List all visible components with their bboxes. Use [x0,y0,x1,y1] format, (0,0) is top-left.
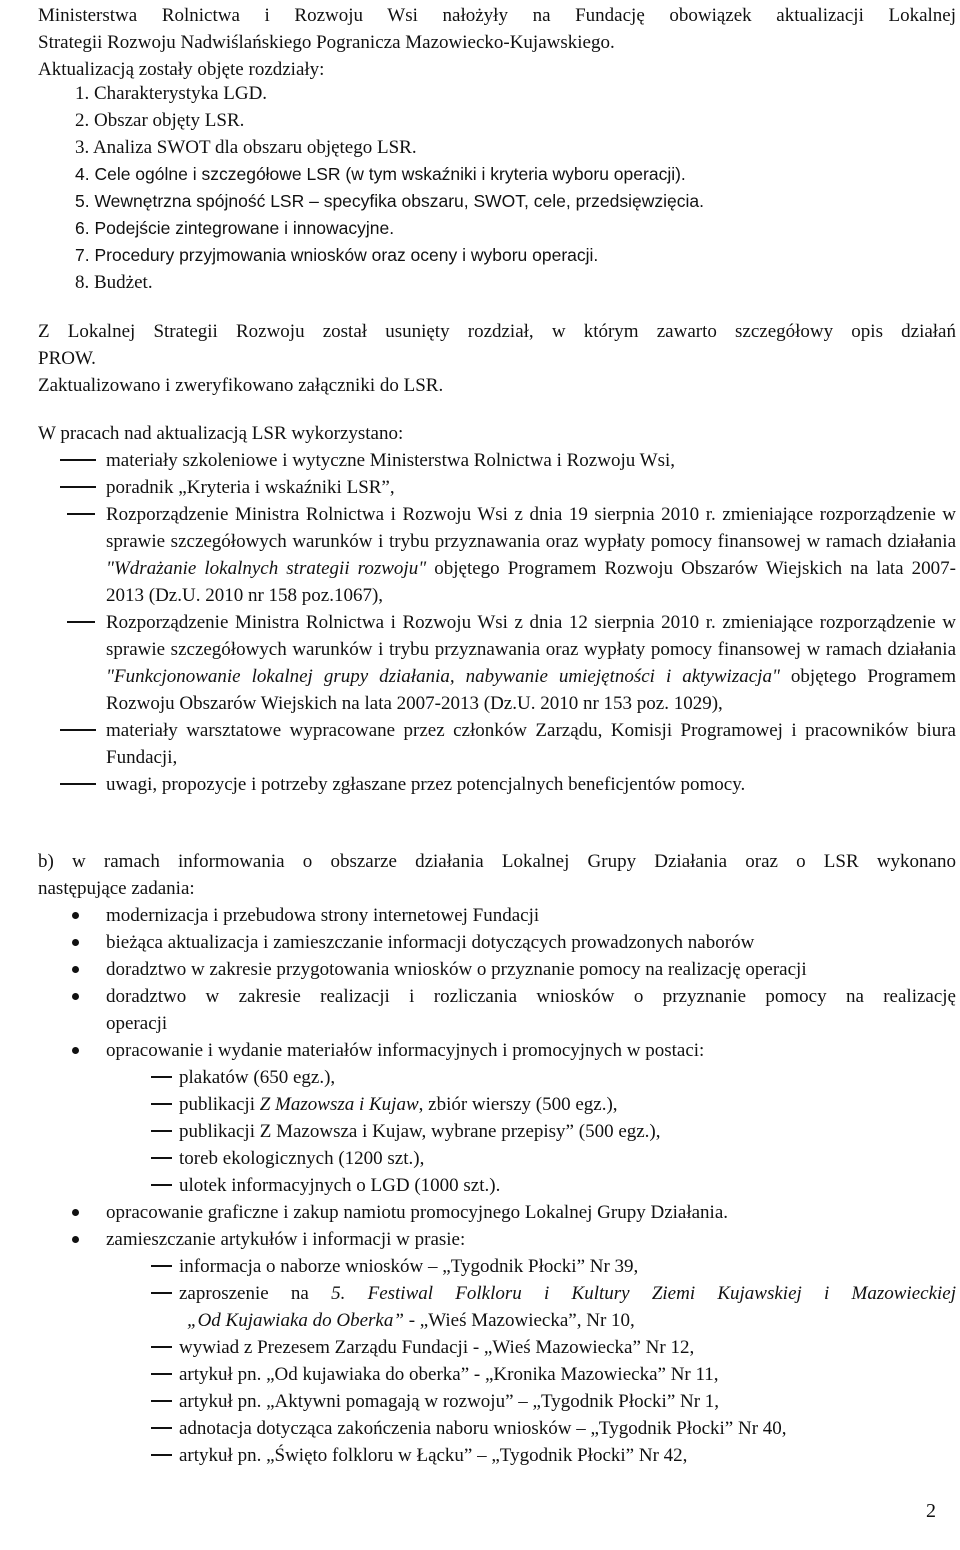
bullet-marker [72,1047,79,1054]
intro-line: Ministerstwa Rolnictwa i Rozwoju Wsi nałożyły na Fundację obowiązek aktualizacji Lokalnej [38,5,956,26]
bullet-marker [72,966,79,973]
dash-marker [67,513,95,515]
task-item: modernizacja i przebudowa strony internetowej Fundacji [38,902,956,929]
dash-marker [60,729,96,731]
page-number: 2 [926,1500,936,1522]
task-item: doradztwo w zakresie przygotowania wniosków o przyznanie pomocy na realizację operacji [38,956,956,983]
task-item: doradztwo w zakresie realizacji i rozliczania wniosków o przyznanie pomocy na realizację operacji [38,983,956,1037]
dash-marker [151,1076,172,1078]
dash-marker [151,1373,172,1375]
dash-marker [151,1346,172,1348]
chapter-item: 5. Wewnętrzna spójność LSR – specyfika obszaru, SWOT, cele, przedsięwzięcia. [75,191,704,211]
bullet-marker [72,1236,79,1243]
task-item: opracowanie i wydanie materiałów informacyjnych i promocyjnych w postaci: [38,1037,956,1064]
publication-item: publikacji Z Mazowsza i Kujaw, zbiór wierszy (500 egz.), [38,1091,956,1118]
removed-line: PROW. [38,348,96,369]
dash-marker [151,1265,172,1267]
press-item: wywiad z Prezesem Zarządu Fundacji - „Wieś Mazowiecka” Nr 12, [38,1334,956,1361]
press-item: zaproszenie na 5. Festiwal Folkloru i Kultury Ziemi Kujawskiej i Mazowieckiej „Od Kujawiaka do Oberka” - „Wieś Mazowiecka”, Nr 10, [38,1280,956,1334]
intro-line: Strategii Rozwoju Nadwiślańskiego Pogranicza Mazowiecko-Kujawskiego. [38,32,615,53]
chapter-item: 3. Analiza SWOT dla obszaru objętego LSR. [75,137,417,158]
dash-marker [151,1400,172,1402]
dash-marker [151,1130,172,1132]
task-item: opracowanie graficzne i zakup namiotu promocyjnego Lokalnej Grupy Działania. [38,1199,956,1226]
removed-paragraph [38,318,956,399]
press-item: artykuł pn. „Święto folkloru w Łącku” – „Tygodnik Płocki” Nr 42, [38,1442,956,1469]
chapter-item: 6. Podejście zintegrowane i innowacyjne. [75,218,395,238]
section-b-heading: następujące zadania: [38,878,195,899]
publication-item: plakatów (650 egz.), [38,1064,956,1091]
sources-item: poradnik „Kryteria i wskaźniki LSR”, [38,474,956,501]
sources-heading: W pracach nad aktualizacją LSR wykorzystano: [38,423,404,444]
sources-item: Rozporządzenie Ministra Rolnictwa i Rozwoju Wsi z dnia 19 sierpnia 2010 r. zmieniające rozporządzenie w sprawie szczegółowych warunków i trybu przyznawania oraz wypłaty pomocy finansowej w ramach działania "Wdrażanie lokalnych strategii rozwoju" objętego Programem Rozwoju Obszarów Wiejskich na lata 2007-2013 (Dz.U. 2010 nr 158 poz.1067), [38,501,956,609]
press-item: adnotacja dotycząca zakończenia naboru wniosków – „Tygodnik Płocki” Nr 40, [38,1415,956,1442]
dash-marker [67,621,95,623]
dash-marker [60,486,96,488]
chapter-item: 4. Cele ogólne i szczegółowe LSR (w tym wskaźniki i kryteria wyboru operacji). [75,164,686,184]
chapter-item: 7. Procedury przyjmowania wniosków oraz oceny i wyboru operacji. [75,245,599,265]
task-item: zamieszczanie artykułów i informacji w prasie: [38,1226,956,1253]
chapter-item: 1. Charakterystyka LGD. [75,83,268,104]
bullet-marker [72,912,79,919]
dash-marker [151,1292,172,1294]
section-b [38,848,956,1469]
chapter-item: 2. Obszar objęty LSR. [75,110,245,131]
sources-item: materiały szkoleniowe i wytyczne Ministerstwa Rolnictwa i Rozwoju Wsi, [38,447,956,474]
press-item: informacja o naborze wniosków – „Tygodnik Płocki” Nr 39, [38,1253,956,1280]
dash-marker [60,459,96,461]
task-item: bieżąca aktualizacja i zamieszczanie informacji dotyczących prowadzonych naborów [38,929,956,956]
publication-item: toreb ekologicznych (1200 szt.), [38,1145,956,1172]
dash-marker [60,783,96,785]
section-b-heading: b) w ramach informowania o obszarze działania Lokalnej Grupy Działania oraz o LSR wykonano [38,851,956,872]
bullet-marker [72,939,79,946]
bullet-marker [72,993,79,1000]
dash-marker [151,1184,172,1186]
sources-section [38,420,956,798]
publication-item: publikacji Z Mazowsza i Kujaw, wybrane przepisy” (500 egz.), [38,1118,956,1145]
sources-item: Rozporządzenie Ministra Rolnictwa i Rozwoju Wsi z dnia 12 sierpnia 2010 r. zmieniające rozporządzenie w sprawie szczegółowych warunków i trybu przyznawania oraz wypłaty pomocy finansowej w ramach działania "Funkcjonowanie lokalnej grupy działania, nabywanie umiejętności i aktywizacja" objętego Programem Rozwoju Obszarów Wiejskich na lata 2007-2013 (Dz.U. 2010 nr 153 poz. 1029), [38,609,956,717]
removed-line: Z Lokalnej Strategii Rozwoju został usunięty rozdział, w którym zawarto szczegółowy opis działań [38,321,956,342]
bullet-marker [72,1209,79,1216]
dash-marker [151,1103,172,1105]
sources-item: uwagi, propozycje i potrzeby zgłaszane przez potencjalnych beneficjentów pomocy. [38,771,956,798]
press-item: artykuł pn. „Aktywni pomagają w rozwoju” – „Tygodnik Płocki” Nr 1, [38,1388,956,1415]
chapter-item: 8. Budżet. [75,272,153,293]
removed-line: Zaktualizowano i zweryfikowano załączniki do LSR. [38,375,444,396]
dash-marker [151,1427,172,1429]
press-item: artykuł pn. „Od kujawiaka do oberka” - „Kronika Mazowiecka” Nr 11, [38,1361,956,1388]
intro-paragraph [38,2,956,83]
publication-item: ulotek informacyjnych o LGD (1000 szt.). [38,1172,956,1199]
dash-marker [151,1157,172,1159]
intro-line: Aktualizacją zostały objęte rozdziały: [38,59,325,80]
sources-item: materiały warsztatowe wypracowane przez członków Zarządu, Komisji Programowej i pracowników biura Fundacji, [38,717,956,771]
chapter-list [38,80,956,296]
dash-marker [151,1454,172,1456]
